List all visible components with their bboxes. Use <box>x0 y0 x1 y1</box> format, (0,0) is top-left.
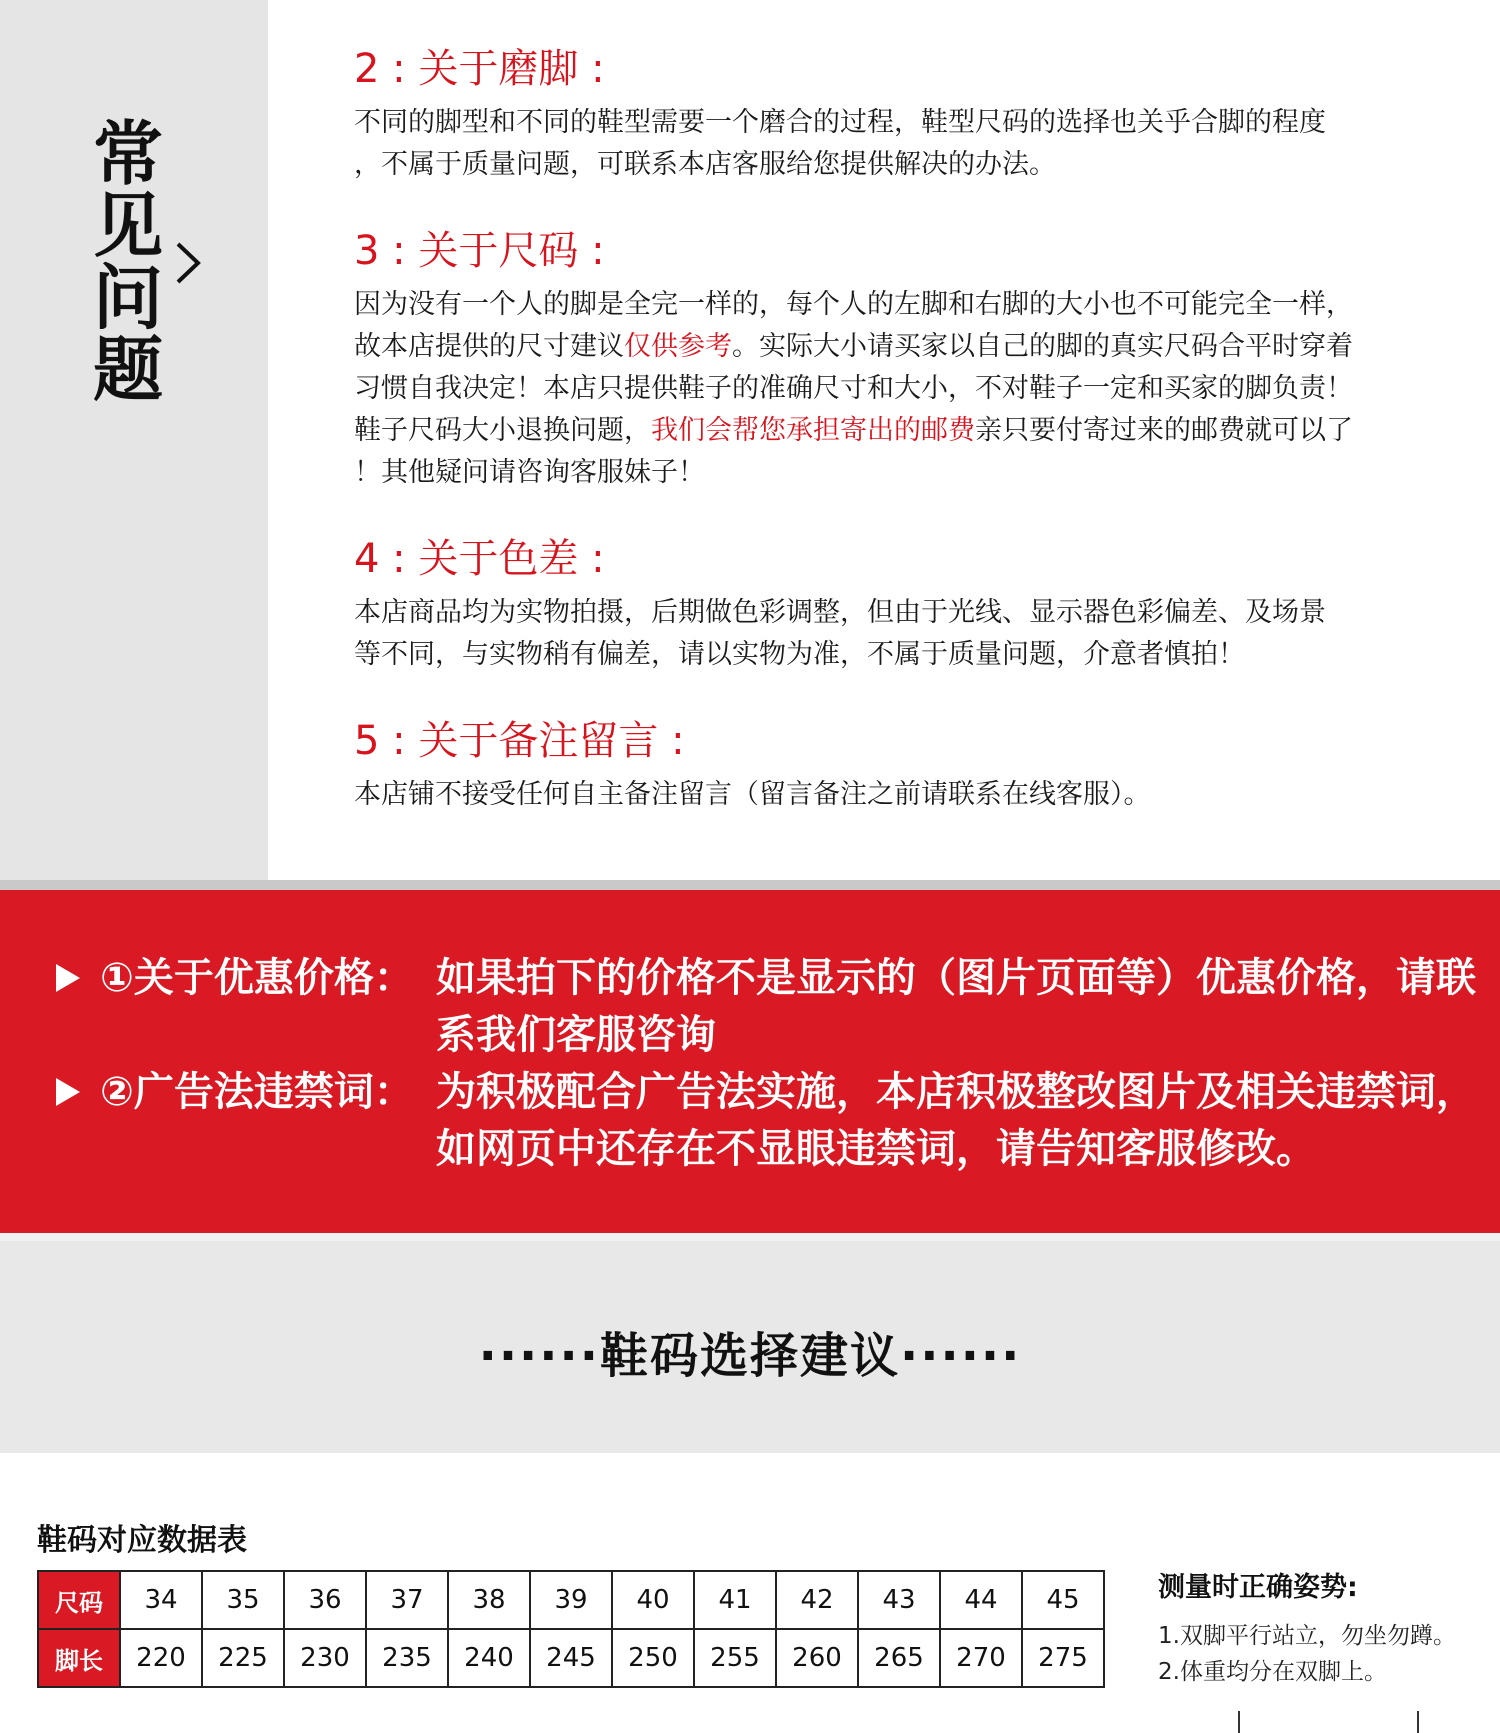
faq-sidebar <box>0 0 268 880</box>
chevron-right-icon <box>170 238 206 288</box>
faq-body <box>354 102 1484 186</box>
faq-title-char: 题 <box>93 329 163 411</box>
size-table <box>37 1570 1105 1688</box>
faq-body <box>354 774 1484 816</box>
table-cell: 235 <box>366 1629 448 1687</box>
table-cell: 225 <box>202 1629 284 1687</box>
table-cell: 230 <box>284 1629 366 1687</box>
faq-line: 鞋子尺码大小退换问题， <box>354 415 651 446</box>
faq-item-sizing <box>354 224 1484 494</box>
faq-line: ！其他疑问请咨询客服妹子！ <box>354 457 705 488</box>
table-cell: 245 <box>530 1629 612 1687</box>
table-cell: 45 <box>1022 1571 1104 1629</box>
faq-line: 本店商品均为实物拍摄，后期做色彩调整，但由于光线、显示器色彩偏差、及场景 <box>354 597 1326 628</box>
faq-heading: 2 : 关于磨脚 : <box>354 46 605 92</box>
table-cell: 260 <box>776 1629 858 1687</box>
faq-line: 故本店提供的尺寸建议 <box>354 331 624 362</box>
faq-title-char: 见 <box>93 185 163 267</box>
measure-guide-line <box>1417 1711 1419 1733</box>
table-cell: 41 <box>694 1571 776 1629</box>
table-cell: 34 <box>120 1571 202 1629</box>
faq-title-char: 问 <box>93 257 163 339</box>
faq-body <box>354 592 1484 676</box>
faq-item-chafing <box>354 42 1484 186</box>
divider <box>0 1233 1500 1241</box>
table-cell: 220 <box>120 1629 202 1687</box>
size-section-header <box>0 1241 1500 1453</box>
faq-list <box>354 42 1484 854</box>
notice-banner <box>0 890 1500 1233</box>
faq-body <box>354 284 1484 494</box>
faq-title-char: 常 <box>93 113 163 195</box>
measure-line: 1.双脚平行站立，勿坐勿蹲。 <box>1158 1623 1456 1649</box>
measurement-tips <box>1158 1565 1498 1690</box>
table-cell: 35 <box>202 1571 284 1629</box>
table-cell: 37 <box>366 1571 448 1629</box>
faq-line: 。实际大小请买家以自己的脚的真实尺码合平时穿着 <box>732 331 1353 362</box>
row-header: 尺码 <box>38 1571 120 1629</box>
notice-label: ②广告法违禁词： <box>100 1069 414 1115</box>
table-cell: 275 <box>1022 1629 1104 1687</box>
faq-highlight: 我们会帮您承担寄出的邮费 <box>651 415 975 446</box>
row-header: 脚长 <box>38 1629 120 1687</box>
table-cell: 250 <box>612 1629 694 1687</box>
triangle-bullet-icon <box>56 1078 80 1106</box>
divider <box>0 880 1500 890</box>
table-cell: 43 <box>858 1571 940 1629</box>
faq-heading: 4 : 关于色差 : <box>354 536 605 582</box>
table-cell: 44 <box>940 1571 1022 1629</box>
table-cell: 240 <box>448 1629 530 1687</box>
faq-item-notes <box>354 714 1484 816</box>
table-cell: 36 <box>284 1571 366 1629</box>
table-cell: 42 <box>776 1571 858 1629</box>
measure-line: 2.体重均分在双脚上。 <box>1158 1659 1387 1685</box>
table-cell: 255 <box>694 1629 776 1687</box>
measure-title: 测量时正确姿势: <box>1158 1572 1358 1603</box>
faq-line: 本店铺不接受任何自主备注留言（留言备注之前请联系在线客服）。 <box>354 779 1151 810</box>
faq-heading: 3 : 关于尺码 : <box>354 228 605 274</box>
faq-line: 不同的脚型和不同的鞋型需要一个磨合的过程，鞋型尺码的选择也关乎合脚的程度 <box>354 107 1326 138</box>
faq-line: ，不属于质量问题，可联系本店客服给您提供解决的办法。 <box>354 149 1056 180</box>
table-row <box>38 1571 1104 1629</box>
table-caption: 鞋码对应数据表 <box>37 1523 247 1558</box>
notice-label: ①关于优惠价格： <box>100 955 414 1001</box>
section-title: ······鞋码选择建议······ <box>478 1328 1022 1384</box>
triangle-bullet-icon <box>56 964 80 992</box>
table-cell: 265 <box>858 1629 940 1687</box>
table-cell: 40 <box>612 1571 694 1629</box>
table-cell: 270 <box>940 1629 1022 1687</box>
faq-line: 等不同，与实物稍有偏差，请以实物为准，不属于质量问题，介意者慎拍！ <box>354 639 1245 670</box>
faq-highlight: 仅供参考 <box>624 331 732 362</box>
faq-line: 亲只要付寄过来的邮费就可以了 <box>975 415 1353 446</box>
measure-guide-line <box>1238 1711 1240 1733</box>
size-table-section <box>0 1453 1500 1733</box>
faq-heading: 5 : 关于备注留言 : <box>354 718 685 764</box>
faq-line: 因为没有一个人的脚是全完一样的，每个人的左脚和右脚的大小也不可能完全一样， <box>354 289 1353 320</box>
faq-line: 习惯自我决定！本店只提供鞋子的准确尺寸和大小，不对鞋子一定和买家的脚负责！ <box>354 373 1353 404</box>
notice-text: 为积极配合广告法实施，本店积极整改图片及相关违禁词，如网页中还存在不显眼违禁词，请告知客服修改。 <box>436 1069 1476 1172</box>
faq-item-color <box>354 532 1484 676</box>
table-cell: 39 <box>530 1571 612 1629</box>
table-cell: 38 <box>448 1571 530 1629</box>
table-row <box>38 1629 1104 1687</box>
faq-sidebar-title <box>88 113 168 411</box>
notice-text: 如果拍下的价格不是显示的（图片页面等）优惠价格，请联系我们客服咨询 <box>436 955 1476 1058</box>
